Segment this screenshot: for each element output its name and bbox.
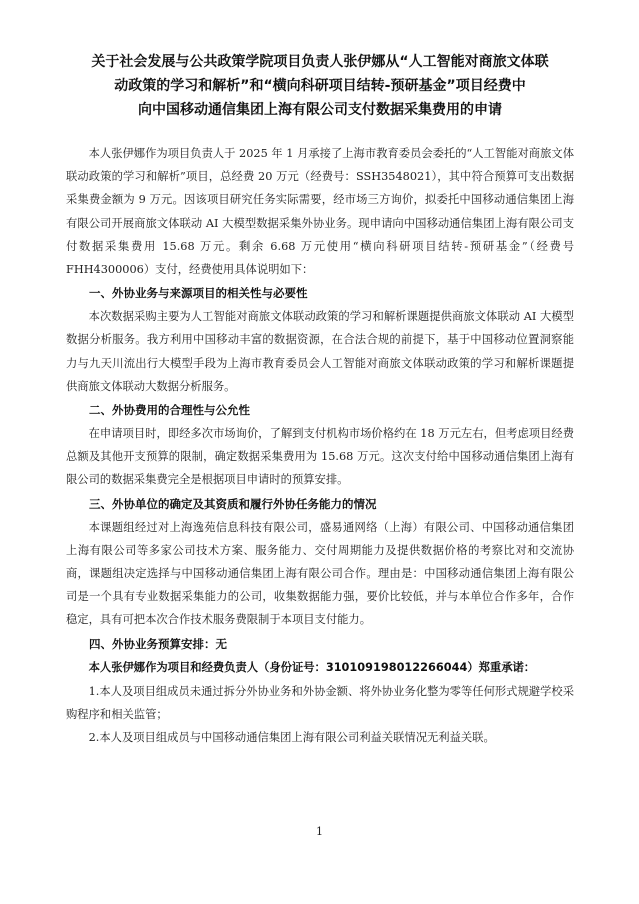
section-heading-2: 二、外协费用的合理性与公允性 bbox=[89, 403, 250, 418]
intro-paragraph: 本人张伊娜作为项目负责人于 2025 年 1 月承接了上海市教育委员会委托的“人工智能对商旅文体联动政策的学习和解析”项目，总经费 20 万元（经费号：SSH3548021），其中符合预算可支出数据采集费金额为 9 万元。因该项目研究任务实际需要，经市场三方询价，拟委托中国移动通信集团上海有限公司开展商旅文体联动 AI 大模型数据采集外协业务。现申请向中国移动通信集团上海有限公司支付数据采集费用 15.68 万元。剩余 6.68 万元使用“横向科研项目结转-预研基金”（经费号 FHH4300006）支付，经费使用具体说明如下： bbox=[66, 147, 574, 277]
page-number: 1 bbox=[316, 825, 323, 838]
section-text-1: 本次数据采购主要为人工智能对商旅文体联动政策的学习和解析课题提供商旅文体联动 AI 大模型数据分析服务。我方利用中国移动丰富的数据资源，在合法合规的前提下，基于中国移动位置洞察能力与九天川流出行大模型手段为上海市教育委员会人工智能对商旅文体联动政策的学习和解析课题提供商旅文体联动大数据分析服务。 bbox=[66, 310, 574, 393]
section-text-2: 在申请项目时，即经多次市场询价，了解到支付机构市场价格约在 18 万元左右，但考虑项目经费总额及其他开支预算的限制，确定数据采集费用为 15.68 万元。这次支付给中国移动通信集团上海有限公司的数据采集费完全是根据项目申请时的预算安排。 bbox=[66, 427, 574, 487]
pledge-item-2: 2.本人及项目组成员与中国移动通信集团上海有限公司利益关联情况无利益关联。 bbox=[88, 731, 495, 745]
section-heading-3: 三、外协单位的确定及其资质和履行外协任务能力的情况 bbox=[89, 496, 377, 511]
pledge-statement: 本人张伊娜作为项目和经费负责人（身份证号：310109198012266044）郑重承诺： bbox=[88, 660, 536, 674]
title-line-3: 向中国移动通信集团上海有限公司支付数据采集费用的申请 bbox=[138, 102, 502, 118]
document-body bbox=[66, 142, 574, 749]
section-heading-4: 四、外协业务预算安排：无 bbox=[89, 636, 227, 651]
pledge-item-1: 1.本人及项目组成员未通过拆分外协业务和外协金额、将外协业务化整为零等任何形式规避学校采购程序和相关监管； bbox=[66, 684, 574, 721]
section-heading-1: 一、外协业务与来源项目的相关性与必要性 bbox=[89, 286, 308, 301]
section-text-3: 本课题组经过对上海逸苑信息科技有限公司，盛易通网络（上海）有限公司、中国移动通信集团上海有限公司等多家公司技术方案、服务能力、交付周期能力及提供数据价格的考察比对和交流协商，课题组决定选择与中国移动通信集团上海有限公司合作。理由是：中国移动通信集团上海有限公司是一个具有专业数据采集能力的公司，收集数据能力强，要价比较低，并与本单位合作多年，合作稳定，具有可把本次合作技术服务费限制于本项目支付能力。 bbox=[66, 520, 574, 627]
title-line-1: 关于社会发展与公共政策学院项目负责人张伊娜从“人工智能对商旅文体联 bbox=[91, 54, 549, 70]
title-line-2: 动政策的学习和解析”和“横向科研项目结转-预研基金”项目经费中 bbox=[114, 78, 526, 94]
document-title bbox=[40, 50, 600, 122]
